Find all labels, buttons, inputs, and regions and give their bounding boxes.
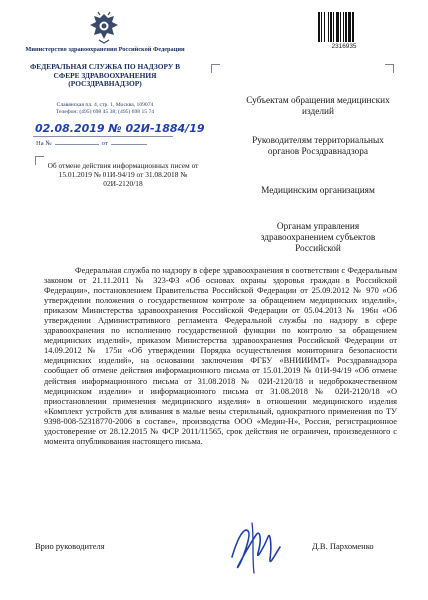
barcode-bar [345, 12, 347, 42]
barcode-bar [328, 12, 329, 42]
addressee-3: Медицинским организациям [261, 186, 375, 196]
barcode-bar [348, 12, 351, 42]
handwritten-signature [222, 517, 288, 575]
coat-of-arms-emblem-icon [87, 10, 121, 44]
letter-body: Федеральная служба по надзору в сфере здравоохранения в соответствии с Федеральным законом от 21.11.2011 № 323-ФЗ «Об основах охраны здоровья граждан в Российской Федерации», постановлением Правительства Российской Федерации от 25.09.2012 № 970 «Об утверждении положения о государственном контроле за обращением медицинских изделий», приказом Министерства здравоохранения Российской Федерации от 05.04.2013 № 196н «Об утверждении Административного регламента Федеральной службы по надзору в сфере здравоохранения по исполнению государственной функции по контролю за обращением медицинских изделий», приказом Министерства здравоохранения Российской Федерации от 14.09.2012 № 175н «Об утверждении Порядка осуществления мониторинга безопасности медицинских изделий», на основании заключения ФГБУ «ВНИИИМТ» Росздравнадзора сообщает об отмене действия информационного письма от 15.01.2019 № 01И-94/19 «Об отмене действия информационного письма от 31.08.2018 № 02И-2120/18 и недоброкачественном медицинском изделии» и информационного письма от 31.08.2018 № 02И-2120/18 «О приостановлении применения медицинского изделия» в отношении медицинского изделия «Комплект устройств для вливания в малые вены стерильный, однократного применения по ТУ 9398-008-52318770-2006 в составе», производства ООО «Медин-Н», Россия, регистрационное удостоверение от 28.12.2015 № ФСР 2011/11565, срок действия не ограничен, произведенного с момента опубликования настоящего письма. [44, 266, 397, 446]
barcode-bar [324, 12, 325, 42]
addressee-1: Субъектам обращения медицинских изделий [246, 96, 390, 118]
barcode [318, 12, 370, 42]
phone-line: Телефон: (495) 698 45 38; (495) 698 15 74 [55, 109, 155, 115]
ot-label: от [101, 140, 108, 147]
barcode-bar [352, 12, 354, 42]
service-address [20, 102, 190, 116]
barcode-bar [336, 12, 339, 42]
barcode-bar [321, 12, 322, 42]
signatory-title: Врио руководителя [35, 541, 105, 551]
barcode-number: 2316935 [331, 43, 357, 50]
address-line: Славянская пл. 4, стр. 1, Москва, 109074 [56, 102, 154, 108]
addressee-4: Органам управления здравоохранением субъектов Российской [260, 222, 376, 255]
barcode-bar [330, 12, 332, 42]
addressee-2: Руководителям территориальных органов Росздравнадзора [252, 136, 384, 158]
addressee-bracket-right [385, 64, 394, 73]
barcode-bar [343, 12, 344, 42]
na-label: На № [36, 140, 52, 147]
service-name: ФЕДЕРАЛЬНАЯ СЛУЖБА ПО НАДЗОРУ В СФЕРЕ ЗДРАВООХРАНЕНИЯ (РОСЗДРАВНАДЗОР) [29, 62, 181, 89]
reference-line [36, 140, 147, 147]
barcode-bar [333, 12, 334, 42]
barcode-bar [318, 12, 320, 42]
handwritten-registration-number: 02.08.2019 № 02И-1884/19 [35, 122, 205, 135]
signatory-name: Д.В. Пархоменко [312, 541, 374, 551]
addressee-bracket-left [211, 64, 220, 73]
barcode-bar [340, 12, 341, 42]
letter-subject: Об отмене действия информационных писем от 15.01.2019 № 01И-94/19 от 31.08.2018 № 02И-2120/18 [47, 161, 199, 188]
ministry-name: Министерство здравоохранения Российской Федерации [25, 46, 185, 53]
